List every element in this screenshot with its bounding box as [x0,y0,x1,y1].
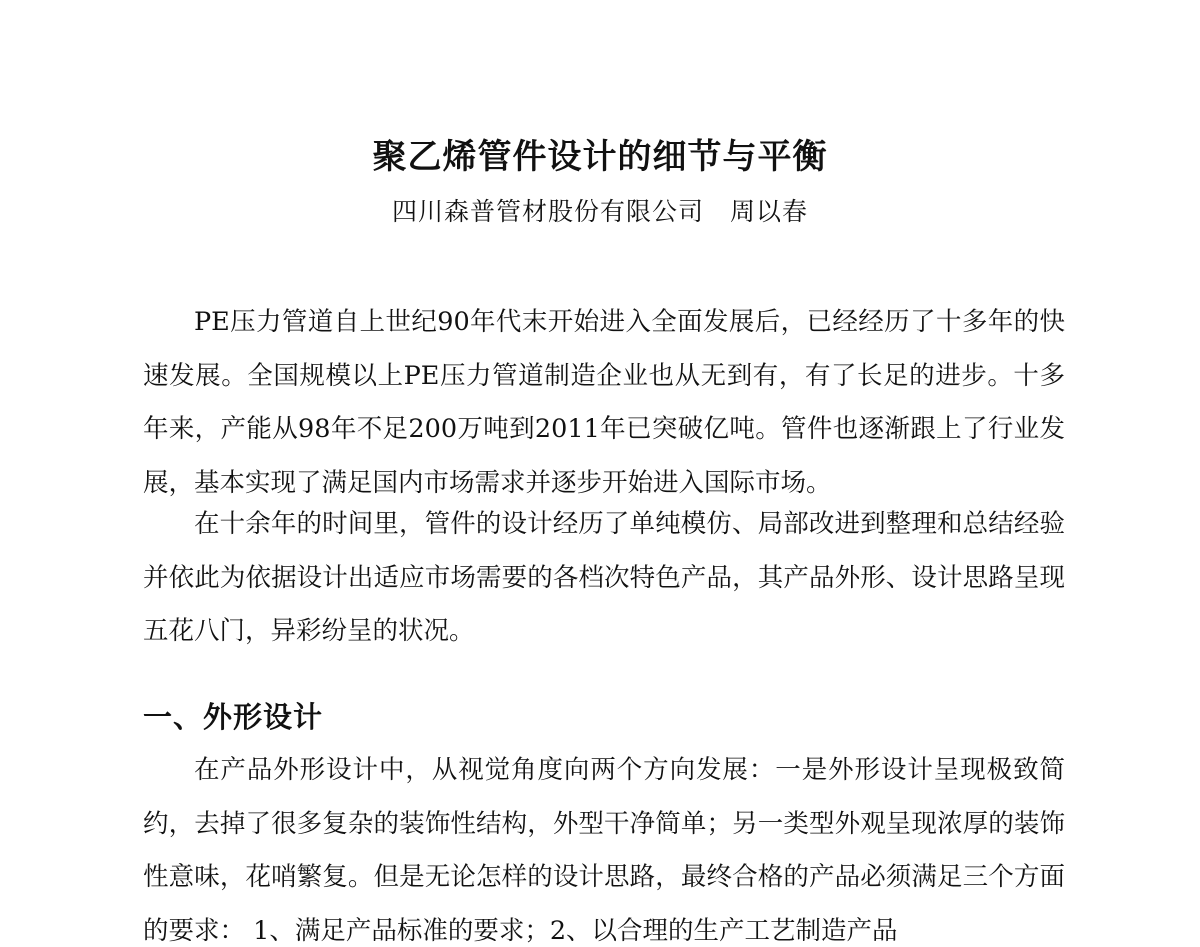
intro-paragraph-2 [143,498,1065,659]
section-1-paragraph [143,744,1065,947]
paragraph-text: 在产品外形设计中，从视觉角度向两个方向发展：一是外形设计呈现极致简约，去掉了很多复杂的装饰性结构，外型干净简单；另一类型外观呈现浓厚的装饰性意味，花哨繁复。但是无论怎样的设计思路，最终合格的产品必须满足三个方面的要求： 1、满足产品标准的要求；2、以合理的生产工艺制造产品 [143,755,1065,946]
affiliation: 四川森普管材股份有限公司 [391,197,704,226]
author: 周以春 [730,197,809,226]
intro-paragraph-1 [143,296,1065,510]
document-title: 聚乙烯管件设计的细节与平衡 [372,137,828,177]
byline [0,192,1200,232]
paragraph-text: 在十余年的时间里，管件的设计经历了单纯模仿、局部改进到整理和总结经验并依此为依据设计出适应市场需要的各档次特色产品，其产品外形、设计思路呈现五花八门，异彩纷呈的状况。 [143,509,1065,646]
section-heading: 一、外形设计 [143,700,324,734]
paragraph-text: PE压力管道自上世纪90年代末开始进入全面发展后，已经经历了十多年的快速发展。全国规模以上PE压力管道制造企业也从无到有，有了长足的进步。十多年来，产能从98年不足200万吨到2011年已突破亿吨。管件也逐渐跟上了行业发展，基本实现了满足国内市场需求并逐步开始进入国际市场。 [143,307,1065,498]
